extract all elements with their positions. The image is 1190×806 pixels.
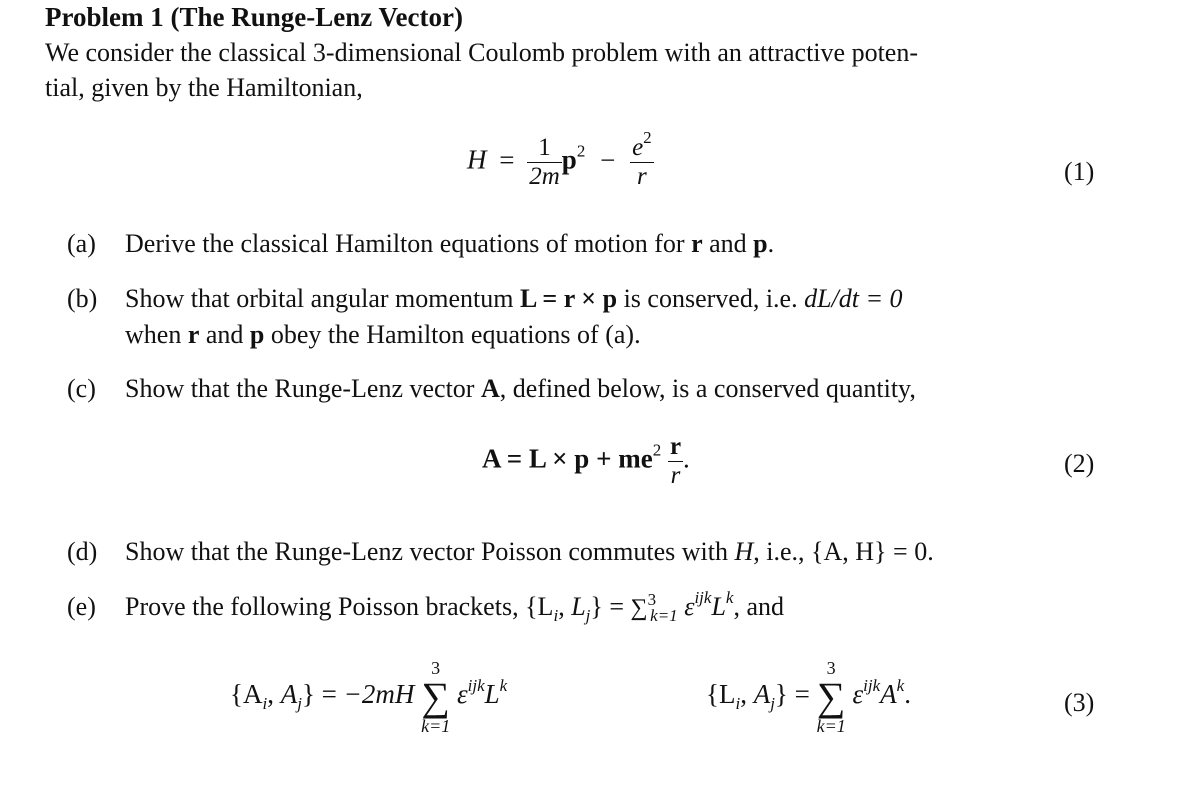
eq1-fraction-1-over-2m xyxy=(527,134,562,191)
eq1-fraction-e2-over-r xyxy=(630,128,654,191)
intro-line-1: We consider the classical 3-dimensional Coulomb problem with an attractive poten- xyxy=(45,38,918,67)
item-a-and: and xyxy=(702,229,754,258)
item-c-A: A xyxy=(480,374,500,403)
item-b-text-2: is conserved, i.e. xyxy=(617,284,805,313)
item-c-label: (c) xyxy=(67,374,96,403)
item-c-text: Show that the Runge-Lenz vector xyxy=(125,374,481,403)
item-d xyxy=(67,537,934,567)
eq3-left-sum: 3 ∑ k=1 xyxy=(421,658,451,736)
runge-lenz-equation xyxy=(482,433,690,490)
item-c xyxy=(67,374,916,404)
item-b-line-2 xyxy=(125,320,641,350)
item-b-and: and xyxy=(199,320,250,349)
equation-number-2: (2) xyxy=(1064,449,1095,478)
eq1-lhs: H xyxy=(467,144,487,175)
item-d-text: Show that the Runge-Lenz vector Poisson commutes with xyxy=(125,537,735,566)
item-a-p: p xyxy=(753,229,768,258)
eq3-left-sum-upper: 3 xyxy=(431,658,441,678)
eq2-fraction xyxy=(668,433,683,490)
eq1-momentum: p xyxy=(561,144,577,175)
item-e-bracket: {$L_i$, $L_j\} = \sum^3_{k=1}$ $\varepsilon^{ijk}L^k$ xyxy=(525,588,734,625)
eq3-right: {$L_i$, $A_j$} = 3 ∑ k=1 $\varepsilon^{ijk}A^k$. xyxy=(706,658,911,736)
hamiltonian-equation xyxy=(467,128,654,191)
item-c-text-2: , defined below, is a conserved quantity, xyxy=(499,374,916,403)
item-d-H: H xyxy=(734,537,754,566)
item-d-bracket: {A, H} = 0. xyxy=(811,537,934,566)
eq2-lhs: A = L × p + me xyxy=(482,443,653,474)
eq1-minus: − xyxy=(600,144,616,175)
eq2-exp: 2 xyxy=(652,440,662,460)
item-a-r: r xyxy=(691,229,703,258)
eq1-p-exp: 2 xyxy=(576,141,586,161)
eq3-left-sum-lower: k=1 xyxy=(421,716,451,736)
eq1-equals: = xyxy=(499,144,515,175)
item-a-label: (a) xyxy=(67,229,96,258)
eq3-left-lhs: {A xyxy=(230,679,263,710)
eq1-frac-den: 2m xyxy=(529,163,560,190)
item-b-text: Show that orbital angular momentum xyxy=(125,284,520,313)
item-b-p: p xyxy=(249,320,265,349)
item-e xyxy=(67,588,784,625)
eq3-right-lhs: {L xyxy=(706,679,736,710)
eq2-frac-den: r xyxy=(668,461,683,490)
item-a-period: . xyxy=(767,229,775,258)
item-e-label: (e) xyxy=(67,592,96,621)
item-a xyxy=(67,229,774,259)
item-e-text: Prove the following Poisson brackets, xyxy=(125,592,526,621)
eq1-frac-num: 1 xyxy=(538,134,551,161)
item-b-dl-dt: dL/dt = 0 xyxy=(804,284,903,313)
item-b-math: L = r × p xyxy=(520,284,618,313)
item-b-line-1 xyxy=(67,284,903,314)
item-b-label: (b) xyxy=(67,284,98,313)
equation-number-1: (1) xyxy=(1064,157,1095,186)
intro-line-2: tial, given by the Hamiltonian, xyxy=(45,73,363,102)
item-d-label: (d) xyxy=(67,537,98,566)
item-a-text: Derive the classical Hamilton equations of motion for xyxy=(125,229,692,258)
eq1-r-den: r xyxy=(630,162,654,191)
eq1-e-num: $e^2$ xyxy=(632,128,652,161)
eq3-left: {$A_i$, $A_j\} = -2mH$ 3 ∑ k=1 $\varepsilon^{ijk}L^k$ xyxy=(230,658,508,736)
eq3-left-coef: −2mH xyxy=(343,679,415,710)
item-d-ie: , i.e., xyxy=(753,537,812,566)
problem-title: Problem 1 (The Runge-Lenz Vector) xyxy=(45,2,463,32)
item-e-and: , and xyxy=(733,592,784,621)
equation-number-3: (3) xyxy=(1064,688,1095,717)
eq2-dot: . xyxy=(683,443,690,474)
item-b-when: when xyxy=(125,320,188,349)
eq3-right-sum-upper: 3 xyxy=(826,658,836,678)
eq3-right-sum: 3 ∑ k=1 xyxy=(816,658,846,736)
item-b-r: r xyxy=(187,320,200,349)
eq2-frac-num: r xyxy=(669,433,682,460)
item-b-text-3: obey the Hamilton equations of (a). xyxy=(264,320,641,349)
eq3-right-sum-lower: k=1 xyxy=(816,716,846,736)
